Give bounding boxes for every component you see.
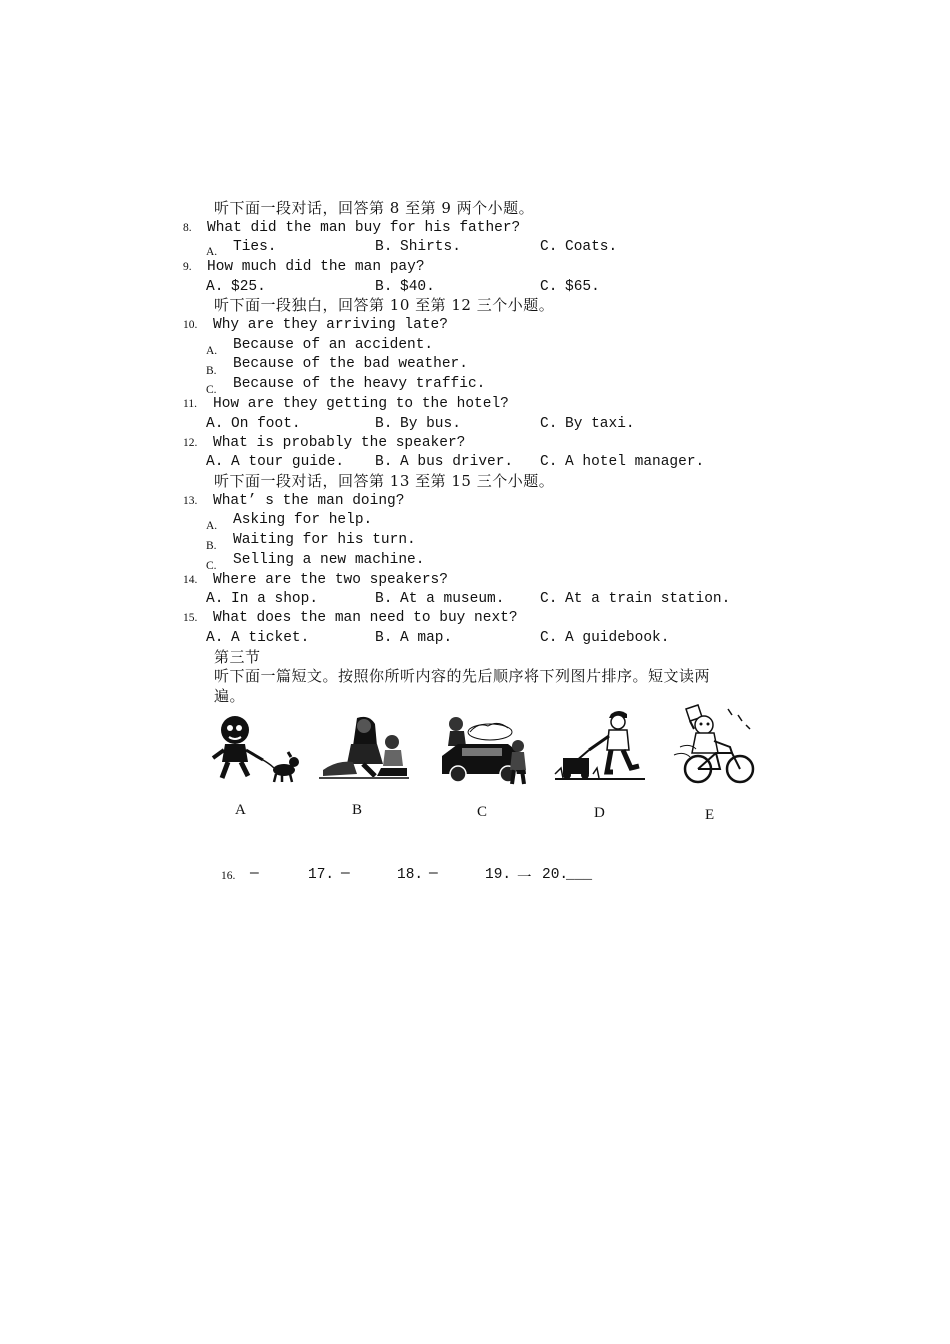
answer-number-20: 20. <box>542 867 569 883</box>
answer-blank-16[interactable]: — <box>250 866 259 882</box>
option-b-text: Waiting for his turn. <box>233 532 416 548</box>
child-walking-dog-icon <box>208 710 303 785</box>
option-c: C. <box>206 384 217 396</box>
option-a-text: Asking for help. <box>233 512 373 528</box>
option-b-label: B. <box>375 279 393 295</box>
picture-label: B <box>352 802 363 818</box>
option-b-text: A bus driver. <box>400 454 514 470</box>
option-a-text: A tour guide. <box>231 454 345 470</box>
option-c-text: $65. <box>565 279 600 295</box>
option-c: C. <box>206 560 217 572</box>
option-c-text: A guidebook. <box>565 630 670 646</box>
option-a-text: $25. <box>231 279 266 295</box>
question-text: What’ s the man doing? <box>213 493 405 509</box>
option-b: B. <box>206 365 217 377</box>
option-b-label: B. <box>375 591 393 607</box>
question-number: 14. <box>183 574 198 586</box>
option-b-text: By bus. <box>400 416 461 432</box>
option-c-label: C. <box>540 279 558 295</box>
question-text: Why are they arriving late? <box>213 317 448 333</box>
question-number: 9. <box>183 261 192 273</box>
option-a-label: A. <box>206 591 224 607</box>
question-number: 11. <box>183 398 197 410</box>
answer-blank-17[interactable]: — <box>341 866 350 882</box>
option-b-label: B. <box>375 630 393 646</box>
option-a-text: A ticket. <box>231 630 310 646</box>
section3-instruction: 听下面一篇短文。按照你所听内容的先后顺序将下列图片排序。短文读两 <box>214 667 711 685</box>
question-number: 10. <box>183 319 198 331</box>
option-b-text: $40. <box>400 279 435 295</box>
boy-mowing-lawn-icon <box>553 708 648 788</box>
option-c-label: C. <box>540 416 558 432</box>
question-text: How are they getting to the hotel? <box>213 396 509 412</box>
option-c-text: Selling a new machine. <box>233 552 425 568</box>
option-a-text: Because of an accident. <box>233 337 434 353</box>
option-b-label: B. <box>375 454 393 470</box>
option-c-label: C. <box>540 591 558 607</box>
question-text: How much did the man pay? <box>207 259 425 275</box>
option-a: A. <box>206 246 218 258</box>
option-c-text: Because of the heavy traffic. <box>233 376 486 392</box>
answer-blank-20[interactable]: ___ <box>566 867 593 883</box>
question-number: 13. <box>183 495 198 507</box>
option-b-text: A map. <box>400 630 453 646</box>
boy-washing-car-icon <box>438 712 533 792</box>
option-a-text: On foot. <box>231 416 301 432</box>
option-a-text: Ties. <box>233 239 277 255</box>
option-a-label: A. <box>206 279 224 295</box>
option-b-label: B. <box>375 416 393 432</box>
question-text: What did the man buy for his father? <box>207 220 521 236</box>
option-c-text: At a train station. <box>565 591 731 607</box>
question-number: 8. <box>183 222 192 234</box>
picture-label: C <box>477 804 488 820</box>
option-a: A. <box>206 345 218 357</box>
intro-8-9: 听下面一段对话，回答第 8 至第 9 两个小题。 <box>214 199 535 217</box>
boy-riding-bicycle-icon <box>668 703 760 788</box>
answer-number-19: 19. <box>485 867 512 883</box>
picture-label: A <box>235 802 246 818</box>
question-text: Where are the two speakers? <box>213 572 448 588</box>
section3-instruction-cont: 遍。 <box>214 687 246 705</box>
option-b: B. <box>206 540 217 552</box>
intro-10-12: 听下面一段独白，回答第 10 至第 12 三个小题。 <box>214 296 555 314</box>
question-text: What does the man need to buy next? <box>213 610 518 626</box>
answer-blank-19[interactable]: 一 <box>517 871 532 887</box>
answer-blank-18[interactable]: — <box>429 866 438 882</box>
option-a-label: A. <box>206 630 224 646</box>
option-c-label: C. <box>540 630 558 646</box>
option-b-label: B. <box>375 239 393 255</box>
option-b-text: Because of the bad weather. <box>233 356 468 372</box>
option-c-text: Coats. <box>565 239 618 255</box>
answer-number-17: 17. <box>308 867 335 883</box>
answer-number-16: 16. <box>221 870 236 882</box>
option-a-text: In a shop. <box>231 591 319 607</box>
option-a-label: A. <box>206 454 224 470</box>
option-a: A. <box>206 520 218 532</box>
picture-label: E <box>705 807 715 823</box>
option-b-text: At a museum. <box>400 591 505 607</box>
option-c-text: By taxi. <box>565 416 635 432</box>
option-a-label: A. <box>206 416 224 432</box>
section3-title: 第三节 <box>214 648 261 666</box>
intro-13-15: 听下面一段对话，回答第 13 至第 15 三个小题。 <box>214 472 555 490</box>
option-b-text: Shirts. <box>400 239 461 255</box>
picture-label: D <box>594 805 605 821</box>
option-c-label: C. <box>540 454 558 470</box>
question-number: 15. <box>183 612 198 624</box>
answer-number-18: 18. <box>397 867 424 883</box>
question-text: What is probably the speaker? <box>213 435 466 451</box>
mother-and-child-sitting-icon <box>317 712 412 782</box>
option-c-text: A hotel manager. <box>565 454 705 470</box>
option-c-label: C. <box>540 239 558 255</box>
question-number: 12. <box>183 437 198 449</box>
